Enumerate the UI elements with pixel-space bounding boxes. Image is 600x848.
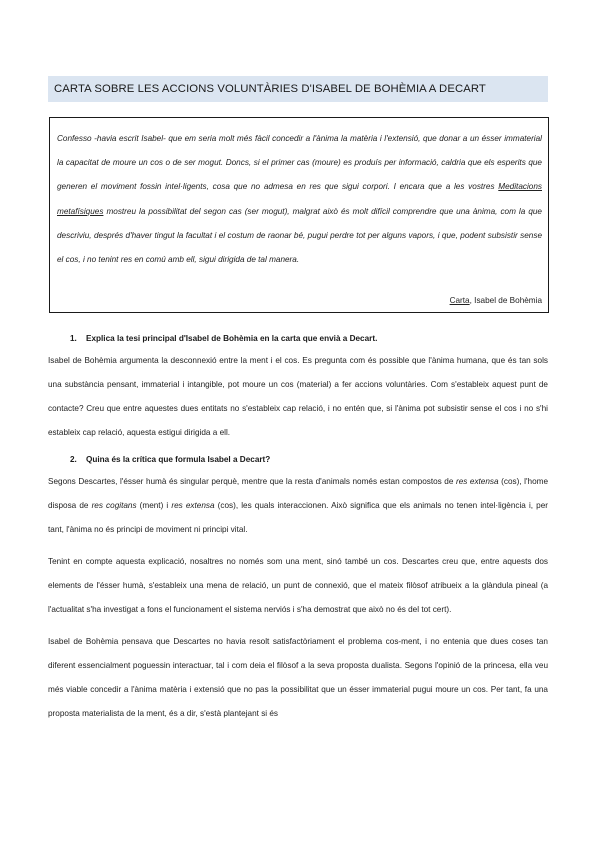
answer-2-part-d: (cos), les quals interaccionen. Això significa que els animals no tenen intel·ligència i, per tant, l'ànima no és principi de moviment ni principi vital.: [48, 501, 548, 534]
quote-attribution: [450, 296, 542, 305]
quote-box: [49, 117, 549, 313]
answer-1: Isabel de Bohèmia argumenta la desconnexió entre la ment i el cos. Es pregunta com és possible que l'ànima humana, que és tan sols una substància pensant, immaterial i intangible, pot moure un cos (material) a fer accions voluntàries. Com s'estableix aquest punt de contacte? Creu que entre aquestes dues entitats no s'estableix cap relació, i no entén que, si l'ànima pot subsistir sense el cos i no s'hi estableix cap relació, aquesta estigui dirigida a ell.: [48, 356, 548, 437]
attribution-author: , Isabel de Bohèmia: [469, 296, 542, 305]
question-2: [48, 453, 548, 467]
term-res-extensa-2: res extensa: [171, 501, 215, 510]
document-title: CARTA SOBRE LES ACCIONS VOLUNTÀRIES D'ISABEL DE BOHÈMIA A DECART: [54, 83, 486, 95]
question-1-text: Explica la tesi principal d'Isabel de Bohèmia en la carta que envià a Decart.: [86, 334, 378, 343]
term-res-cogitans: res cogitans: [91, 501, 137, 510]
question-2-number: 2.: [70, 455, 77, 464]
answer-2-part-a: Segons Descartes, l'ésser humà és singular perquè, mentre que la resta d'animals només estan compostos de: [48, 477, 456, 486]
answer-2-part-b: (cos), l'home disposa de: [48, 477, 549, 510]
quote-part-1: Confesso -havia escrit Isabel- que em seria molt més fàcil concedir a l'ànima la matèria i l'extensió, que donar a un ésser immaterial la capacitat de moure un cos o de ser mogut. Doncs, si el primer cas (moure) es produís per informació, caldria que els esperits que generen el moviment fossin intel·ligents, cosa que no admesa en res que sigui corpori. I encara que a les vostres: [57, 134, 542, 192]
carta-link[interactable]: Carta: [449, 296, 470, 305]
question-1: [48, 332, 548, 346]
term-res-extensa: res extensa: [455, 477, 499, 486]
title-banner: [48, 76, 548, 102]
paragraph-4: Isabel de Bohèmia pensava que Descartes no havia resolt satisfactòriament el problema cos-ment, i no entenia que dues coses tan diferent essencialment poguessin interactuar, tal i com deia el filòsof a la seva proposta dualista. Segons l'opinió de la princesa, ella veu més viable concedir a l'ànima matèria i extensió que no pas la possibilitat que un ésser immaterial pugui moure un cos. Per tant, fa una proposta materialista de la ment, és a dir, s'està plantejant si és: [48, 637, 548, 718]
answer-2-part-c: (ment) i: [136, 501, 172, 510]
question-1-number: 1.: [70, 334, 77, 343]
quote-text: [57, 127, 542, 272]
paragraph-3: Tenint en compte aquesta explicació, nosaltres no només som una ment, sinó també un cos. Descartes creu que, entre aquests dos elements de l'ésser humà, s'estableix una mena de relació, un punt de connexió, que el mateix filòsof atribueix a la glàndula pineal (a l'actualitat s'ha investigat a fons el funcionament el sistema nerviós i s'ha demostrat que això no és del tot cert).: [48, 557, 548, 614]
meditacions-link[interactable]: Meditacions metafísiques: [57, 182, 542, 216]
main-content: [48, 332, 548, 726]
answer-2: [48, 470, 548, 542]
question-2-text: Quina és la crítica que formula Isabel a Decart?: [86, 455, 271, 464]
quote-part-2: mostreu la possibilitat del segon cas (ser mogut), malgrat això és molt difícil comprendre que una ànima, com la que descriviu, després d'haver tingut la facultat i el costum de raonar bé, pugui perdre tot per alguns vapors, i que, podent subsistir sense el cos, i no tenint res en comú amb ell, sigui dirigida de tal manera.: [57, 206, 542, 265]
